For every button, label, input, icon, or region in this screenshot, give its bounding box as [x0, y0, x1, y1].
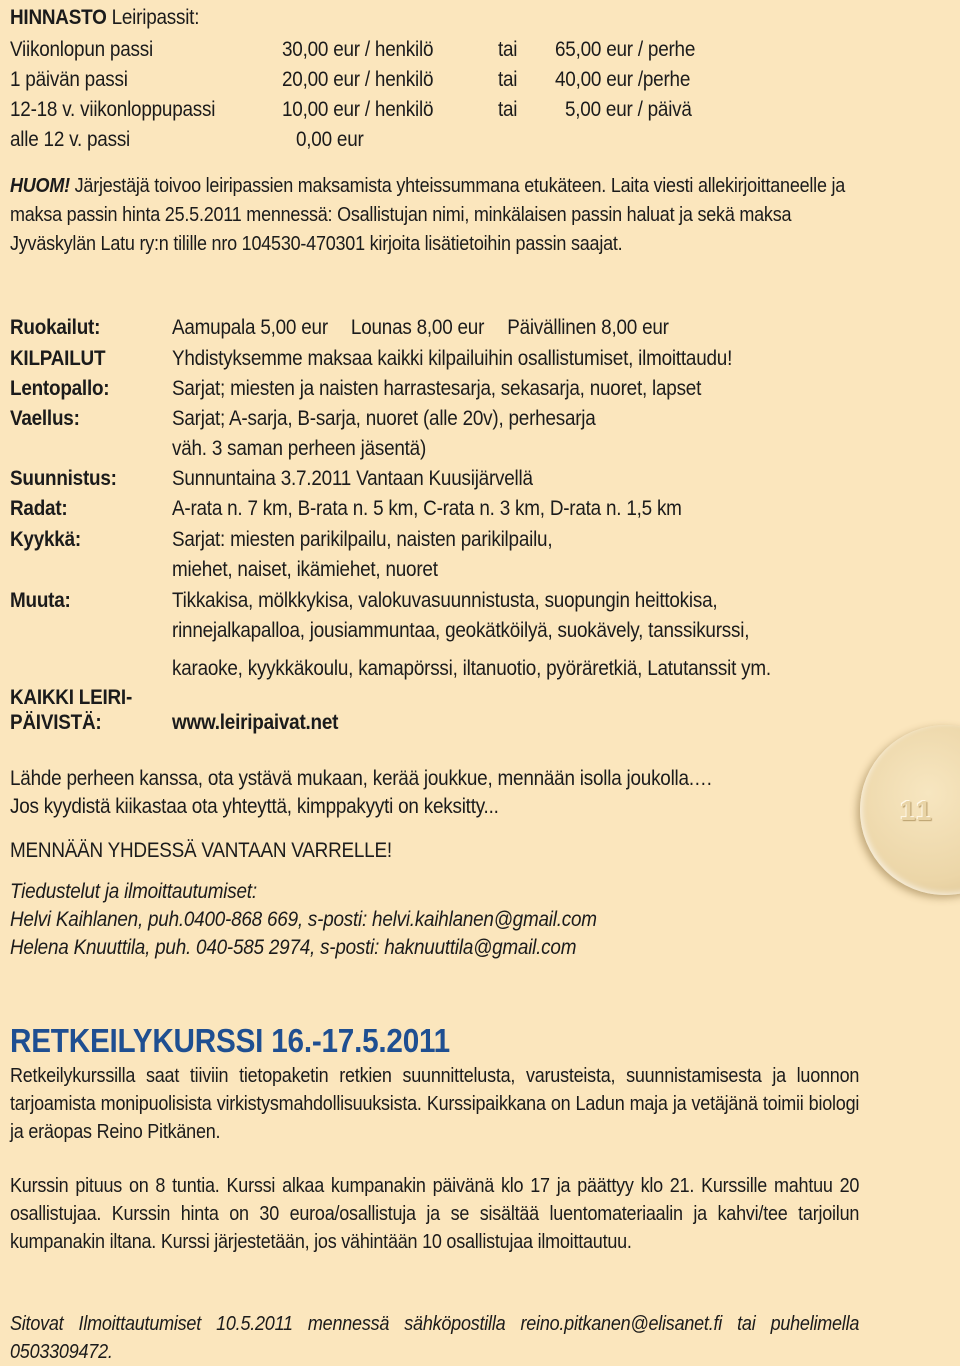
price-name: 1 päivän passi	[10, 68, 128, 91]
price-person: 20,00 eur / henkilö	[282, 68, 434, 91]
kyykka-text-2: miehet, naiset, ikämiehet, nuoret	[172, 558, 438, 581]
price-row	[10, 68, 770, 96]
all-days-label: KAIKKI LEIRI-	[10, 686, 133, 709]
contacts-title: Tiedustelut ja ilmoittautumiset:	[10, 880, 257, 903]
course-registration: Sitovat Ilmoittautumiset 10.5.2011 mennessä sähköpostilla reino.pitkanen@elisanet.fi tai puhelimella 0503309472.	[10, 1313, 860, 1363]
price-or: tai	[498, 98, 518, 121]
price-alt: 5,00 eur / päivä	[565, 98, 692, 121]
meal-item: Päivällinen 8,00 eur	[507, 316, 669, 339]
meal-item: Lounas 8,00 eur	[350, 316, 485, 339]
page-number: 11	[900, 795, 934, 826]
slogan: MENNÄÄN YHDESSÄ VANTAAN VARRELLE!	[10, 839, 392, 862]
invite-line-1: Lähde perheen kanssa, ota ystävä mukaan, kerää joukkue, mennään isolla joukolla.…	[10, 767, 713, 790]
contact-person-2: Helena Knuuttila, puh. 040-585 2974, s-posti: haknuuttila@gmail.com	[10, 936, 577, 959]
payment-note	[10, 172, 860, 259]
competitions-text: Yhdistyksemme maksaa kaikki kilpailuihin osallistumiset, ilmoittaudu!	[172, 347, 733, 370]
price-or: tai	[498, 68, 518, 91]
kyykka-label: Kyykkä:	[10, 528, 81, 551]
price-person: 10,00 eur / henkilö	[282, 98, 434, 121]
all-days-label-2: PÄIVISTÄ:	[10, 711, 102, 734]
price-name: 12-18 v. viikonloppupassi	[10, 98, 216, 121]
price-row	[10, 38, 770, 66]
price-heading: HINNASTO	[10, 6, 107, 29]
courses-label: Radat:	[10, 497, 68, 520]
meal-item: Aamupala 5,00 eur	[172, 316, 328, 339]
invite-line-2: Jos kyydistä kiikastaa ota yhteyttä, kimppakyyti on keksitty...	[10, 795, 499, 818]
other-text: Tikkakisa, mölkkykisa, valokuvasuunnistusta, suopungin heittokisa,	[172, 589, 718, 612]
price-name: Viikonlopun passi	[10, 38, 153, 61]
price-or: tai	[498, 38, 518, 61]
meals-list	[172, 316, 764, 340]
volleyball-label: Lentopallo:	[10, 377, 110, 400]
orienteering-text: Sunnuntaina 3.7.2011 Vantaan Kuusijärvellä	[172, 467, 533, 490]
hiking-text: Sarjat; A-sarja, B-sarja, nuoret (alle 20v), perhesarja	[172, 407, 596, 430]
competitions-label: KILPAILUT	[10, 347, 106, 370]
price-person: 30,00 eur / henkilö	[282, 38, 434, 61]
contact-person-1: Helvi Kaihlanen, puh.0400-868 669, s-posti: helvi.kaihlanen@gmail.com	[10, 908, 597, 931]
hiking-label: Vaellus:	[10, 407, 80, 430]
price-alt: 40,00 eur /perhe	[555, 68, 691, 91]
kyykka-text: Sarjat: miesten parikilpailu, naisten parikilpailu,	[172, 528, 553, 551]
other-text-2: rinnejalkapalloa, jousiammuntaa, geokätköilyä, suokävely, tanssikurssi,	[172, 619, 750, 642]
course-para-2: Kurssin pituus on 8 tuntia. Kurssi alkaa kumpanakin päivänä klo 17 ja päättyy klo 21. Kurssille mahtuu 20 osallistujaa. Kurssin hinta on 30 euroa/osallistuja ja se sisältää luentomateriaalin ja kahvi/tee tarjoilun kumpanakin iltana. Kurssi järjestetään, jos vähintään 10 osallistujaa ilmoittautuu.	[10, 1175, 860, 1253]
volleyball-text: Sarjat; miesten ja naisten harrastesarja, sekasarja, nuoret, lapset	[172, 377, 702, 400]
other-label: Muuta:	[10, 589, 71, 612]
price-name: alle 12 v. passi	[10, 128, 131, 151]
other-text-3: karaoke, kyykkäkoulu, kamapörssi, iltanuotio, pyöräretkiä, Latutanssit ym.	[172, 657, 771, 680]
price-subheading: Leiripassit:	[111, 6, 200, 29]
hiking-text-2: väh. 3 saman perheen jäsentä)	[172, 437, 427, 460]
price-row	[10, 128, 770, 156]
note-label: HUOM!	[10, 175, 70, 197]
course-para-1: Retkeilykurssilla saat tiiviin tietopaketin retkien suunnittelusta, varusteista, suunnistamisesta ja luonnon tarjoamista monipuolisista virkistysmahdollisuuksista. Kurssipaikkana on Ladun maja ja vetäjänä toimii biologi ja eräopas Reino Pitkänen.	[10, 1065, 860, 1143]
price-row	[10, 98, 770, 126]
meals-label: Ruokailut:	[10, 316, 101, 339]
price-title	[10, 6, 220, 30]
course-title: RETKEILYKURSSI 16.-17.5.2011	[10, 1022, 450, 1059]
orienteering-label: Suunnistus:	[10, 467, 117, 490]
website-link[interactable]: www.leiripaivat.net	[172, 711, 339, 734]
price-person: 0,00 eur	[296, 128, 364, 151]
note-text: Järjestäjä toivoo leiripassien maksamista yhteissummana etukäteen. Laita viesti allekirjoittaneelle ja maksa passin hinta 25.5.2011 mennessä: Osallistujan nimi, minkälaisen passin haluat ja sekä maksa Jyväskylän Latu ry:n tilille nro 104530-470301 kirjoita lisätietoihin passin saajat.	[10, 175, 846, 255]
price-alt: 65,00 eur / perhe	[555, 38, 696, 61]
courses-text: A-rata n. 7 km, B-rata n. 5 km, C-rata n. 3 km, D-rata n. 1,5 km	[172, 497, 682, 520]
